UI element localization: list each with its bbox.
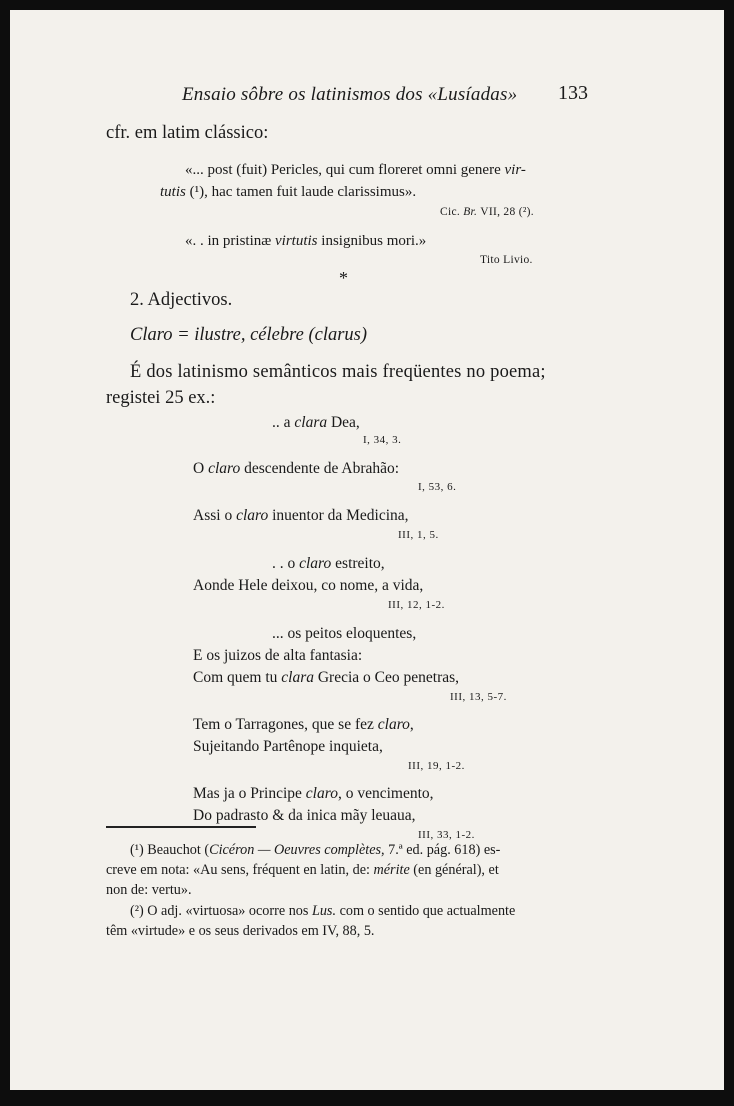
verse-5-ref: III, 13, 5-7. bbox=[450, 691, 507, 703]
verse-1-ref: I, 34, 3. bbox=[363, 434, 402, 446]
verse-5-line-3: Com quem tu clara Grecia o Ceo penetras, bbox=[193, 669, 460, 686]
quote-2-citation: Tito Livio. bbox=[480, 254, 533, 266]
verse-7-ref: III, 33, 1-2. bbox=[418, 829, 475, 841]
verse-6-line-1: Tem o Tarragones, que se fez claro, bbox=[193, 716, 414, 733]
paragraph-line-2: registei 25 ex.: bbox=[106, 388, 216, 408]
verse-4-line-1: . . o claro estreito, bbox=[272, 555, 385, 572]
footnote-1-line-1: (¹) Beauchot (Cicéron — Oeuvres complètes, 7.ª ed. pág. 618) es- bbox=[130, 842, 501, 858]
verse-4-ref: III, 12, 1-2. bbox=[388, 599, 445, 611]
verse-7-line-2: Do padrasto & da inica mãy leuaua, bbox=[193, 807, 416, 824]
verse-6-line-2: Sujeitando Partênope inquieta, bbox=[193, 738, 383, 755]
verse-1-line: .. a clara Dea, bbox=[272, 414, 360, 431]
footnote-2-line-2: têm «virtude» e os seus derivados em IV, 88, 5. bbox=[106, 923, 375, 939]
verse-5-line-2: E os juizos de alta fantasia: bbox=[193, 647, 363, 664]
footnote-1-line-2: creve em nota: «Au sens, fréquent en latin, de: mérite (en général), et bbox=[106, 862, 499, 878]
running-title: Ensaio sôbre os latinismos dos «Lusíadas» bbox=[182, 84, 518, 105]
quote-2-line-1: «. . in pristinæ virtutis insignibus mori.» bbox=[185, 233, 427, 249]
paragraph-line-1: É dos latinismo semânticos mais freqüentes no poema; bbox=[130, 362, 546, 382]
section-heading: 2. Adjectivos. bbox=[130, 290, 233, 310]
section-separator: * bbox=[339, 268, 348, 288]
verse-2-ref: I, 53, 6. bbox=[418, 481, 457, 493]
page-number: 133 bbox=[558, 82, 588, 104]
verse-5-line-1: ... os peitos eloquentes, bbox=[272, 625, 417, 642]
intro-line: cfr. em latim clássico: bbox=[106, 123, 269, 143]
verse-6-ref: III, 19, 1-2. bbox=[408, 760, 465, 772]
section-subheading: Claro = ilustre, célebre (clarus) bbox=[130, 325, 368, 345]
quote-1-line-2: tutis (¹), hac tamen fuit laude clarissimus». bbox=[160, 184, 417, 200]
footnote-rule bbox=[106, 826, 256, 828]
verse-7-line-1: Mas ja o Principe claro, o vencimento, bbox=[193, 785, 434, 802]
footnote-1-line-3: non de: vertu». bbox=[106, 882, 192, 898]
verse-3-ref: III, 1, 5. bbox=[398, 529, 439, 541]
footnote-2-line-1: (²) O adj. «virtuosa» ocorre nos Lus. com o sentido que actualmente bbox=[130, 903, 516, 919]
quote-1-line-1: «... post (fuit) Pericles, qui cum floreret omni genere vir- bbox=[185, 162, 526, 178]
verse-2-line: O claro descendente de Abrahão: bbox=[193, 460, 400, 477]
verse-3-line: Assi o claro inuentor da Medicina, bbox=[193, 507, 409, 524]
quote-1-citation: Cic. Br. VII, 28 (²). bbox=[440, 206, 534, 218]
book-page bbox=[10, 10, 724, 1090]
verse-4-line-2: Aonde Hele deixou, co nome, a vida, bbox=[193, 577, 424, 594]
